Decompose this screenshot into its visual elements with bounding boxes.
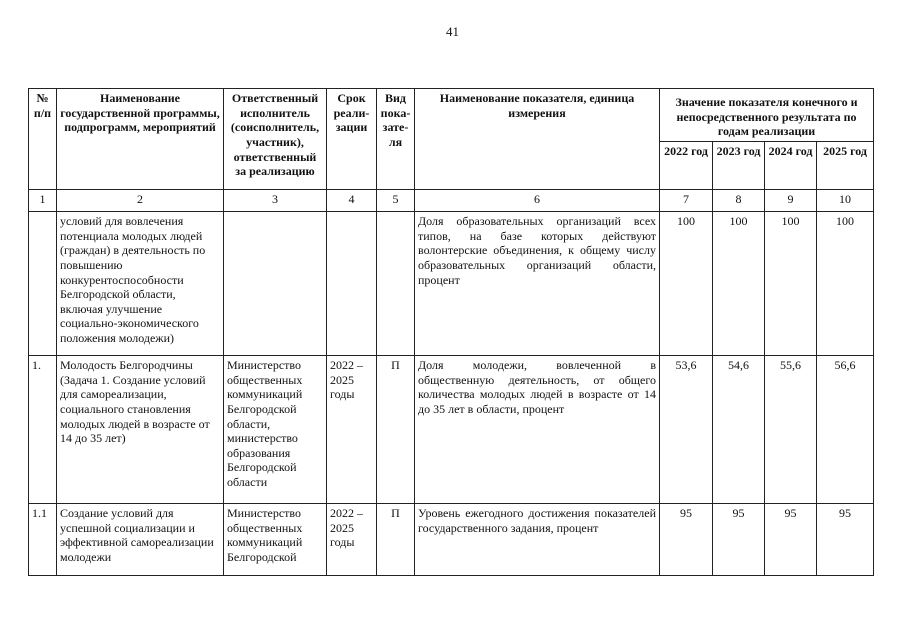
column-number: 3	[224, 190, 327, 212]
row-indicator-type: П	[377, 504, 415, 576]
row-indicator-type	[377, 212, 415, 356]
row-term: 2022 – 2025 годы	[327, 356, 377, 504]
row-executor	[224, 212, 327, 356]
row-value-2025: 56,6	[817, 356, 874, 504]
row-indicator: Доля молодежи, вовлеченной в общественную деятельность, от общего количества молодых людей в возрасте от 14 до 35 лет в области, процент	[415, 356, 660, 504]
row-term	[327, 212, 377, 356]
row-term: 2022 – 2025 годы	[327, 504, 377, 576]
header-indicator-type: Вид пока-зате-ля	[377, 89, 415, 190]
row-indicator: Уровень ежегодного достижения показателей государственного задания, процент	[415, 504, 660, 576]
column-number: 10	[817, 190, 874, 212]
header-year-2022: 2022 год	[660, 142, 713, 190]
row-program: условий для вовлечения потенциала молодых людей (граждан) в деятельность по повышению конкурентоспособности Белгородской области, включая улучшение социально-экономического положения молодежи)	[57, 212, 224, 356]
row-value-2023: 95	[713, 504, 765, 576]
row-value-2022: 95	[660, 504, 713, 576]
row-executor: Министерство общественных коммуникаций Белгородской	[224, 504, 327, 576]
row-executor: Министерство общественных коммуникаций Белгородской области, министерство образования Белгородской области	[224, 356, 327, 504]
row-value-2023: 100	[713, 212, 765, 356]
row-value-2024: 95	[765, 504, 817, 576]
header-executor: Ответственный исполнитель (соисполнитель, участник), ответственный за реализацию	[224, 89, 327, 190]
row-value-2022: 100	[660, 212, 713, 356]
column-number: 7	[660, 190, 713, 212]
row-program: Молодость Белгородчины (Задача 1. Создание условий для самореализации, социального становления молодых людей в возрасте от 14 до 35 лет)	[57, 356, 224, 504]
column-number: 4	[327, 190, 377, 212]
row-no	[29, 212, 57, 356]
header-indicator-name: Наименование показателя, единица измерения	[415, 89, 660, 190]
column-numbers-row	[29, 190, 874, 212]
row-indicator-type: П	[377, 356, 415, 504]
header-no: № п/п	[29, 89, 57, 190]
header-values-group: Значение показателя конечного и непосредственного результата по годам реализации	[660, 89, 874, 142]
row-value-2025: 100	[817, 212, 874, 356]
header-row	[29, 89, 874, 142]
column-number: 1	[29, 190, 57, 212]
header-term: Срок реали-зации	[327, 89, 377, 190]
row-no: 1.1	[29, 504, 57, 576]
row-value-2024: 55,6	[765, 356, 817, 504]
column-number: 2	[57, 190, 224, 212]
program-indicators-table	[28, 88, 874, 576]
table-row	[29, 504, 874, 576]
header-program: Наименование государственной программы, подпрограмм, мероприятий	[57, 89, 224, 190]
row-value-2025: 95	[817, 504, 874, 576]
header-year-2023: 2023 год	[713, 142, 765, 190]
row-no: 1.	[29, 356, 57, 504]
table-row	[29, 356, 874, 504]
row-indicator: Доля образовательных организаций всех типов, на базе которых действуют волонтерские объединения, к общему числу образовательных организаций области, процент	[415, 212, 660, 356]
column-number: 6	[415, 190, 660, 212]
column-number: 5	[377, 190, 415, 212]
header-year-2024: 2024 год	[765, 142, 817, 190]
table-row	[29, 212, 874, 356]
column-number: 8	[713, 190, 765, 212]
row-program: Создание условий для успешной социализации и эффективной самореализации молодежи	[57, 504, 224, 576]
row-value-2023: 54,6	[713, 356, 765, 504]
column-number: 9	[765, 190, 817, 212]
header-year-2025: 2025 год	[817, 142, 874, 190]
row-value-2022: 53,6	[660, 356, 713, 504]
page-number: 41	[446, 24, 459, 39]
row-value-2024: 100	[765, 212, 817, 356]
